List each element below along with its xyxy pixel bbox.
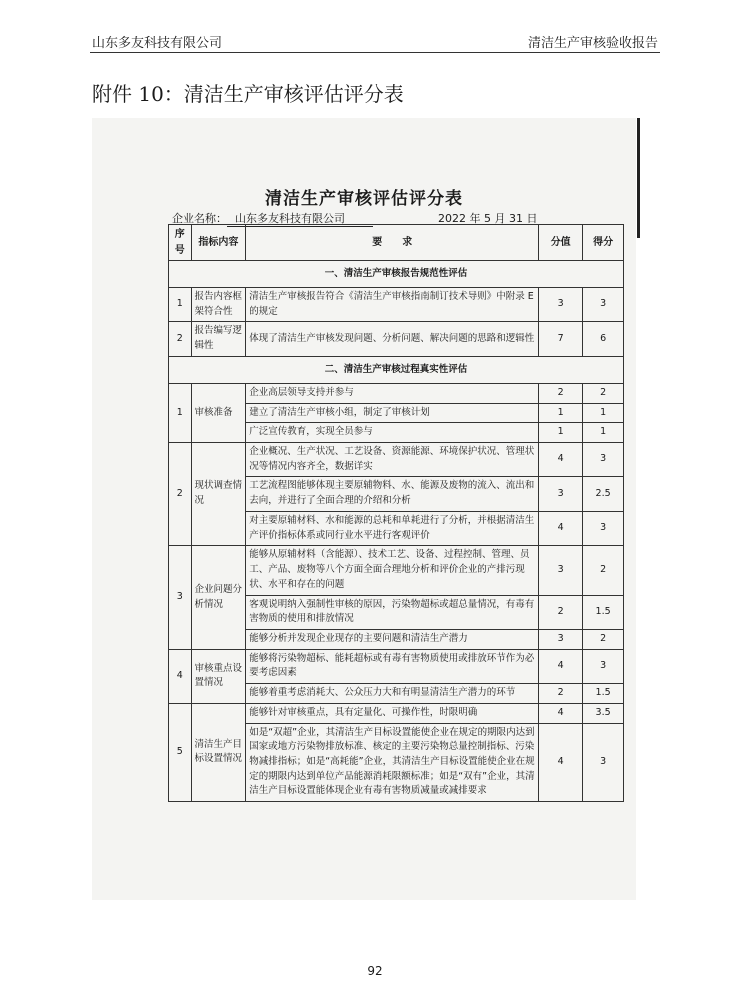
attachment-title: 附件 10：清洁生产审核评估评分表 <box>92 82 404 106</box>
row-requirement: 客观说明纳入强制性审核的原因，污染物超标或超总量情况，有毒有害物质的使用和排放情况 <box>246 595 539 629</box>
row-indicator: 现状调查情况 <box>191 443 246 546</box>
row-indicator: 审核准备 <box>191 383 246 442</box>
row-score: 1 <box>539 423 583 443</box>
col-indicator: 指标内容 <box>191 225 246 261</box>
row-score: 2 <box>539 684 583 704</box>
row-indicator: 报告编写逻辑性 <box>191 322 246 356</box>
row-requirement: 能够着重考虑消耗大、公众压力大和有明显清洁生产潜力的环节 <box>246 684 539 704</box>
row-requirement: 清洁生产审核报告符合《清洁生产审核指南制订技术导则》中附录 E 的规定 <box>246 288 539 322</box>
header-report-title: 清洁生产审核验收报告 <box>527 36 658 51</box>
row-indicator: 企业问题分析情况 <box>191 546 246 649</box>
row-no: 5 <box>169 703 192 801</box>
row-requirement: 能够针对审核重点，具有定量化、可操作性，时限明确 <box>246 703 539 723</box>
row-got: 3.5 <box>583 703 624 723</box>
row-got: 3 <box>583 649 624 683</box>
row-got: 2 <box>583 383 624 403</box>
row-score: 7 <box>539 322 583 356</box>
page-number: 92 <box>367 964 383 978</box>
row-got: 2 <box>583 629 624 649</box>
row-requirement: 企业高层领导支持并参与 <box>246 383 539 403</box>
row-got: 1 <box>583 403 624 423</box>
section-heading: 一、清洁生产审核报告规范性评估 <box>169 261 624 288</box>
score-table <box>168 224 624 802</box>
table-row <box>169 649 624 683</box>
row-score: 2 <box>539 595 583 629</box>
row-requirement: 工艺流程图能够体现主要原辅物料、水、能源及废物的流入、流出和去向，并进行了全面合理的介绍和分析 <box>246 477 539 511</box>
col-score: 分值 <box>539 225 583 261</box>
company-name: 山东多友科技有限公司 <box>227 210 373 227</box>
row-score: 4 <box>539 723 583 802</box>
row-got: 3 <box>583 511 624 545</box>
row-requirement: 体现了清洁生产审核发现问题、分析问题、解决问题的思路和逻辑性 <box>246 322 539 356</box>
row-score: 2 <box>539 383 583 403</box>
col-got: 得分 <box>583 225 624 261</box>
row-score: 4 <box>539 443 583 477</box>
row-got: 2 <box>583 546 624 595</box>
table-row <box>169 383 624 403</box>
row-got: 1.5 <box>583 684 624 704</box>
row-score: 4 <box>539 703 583 723</box>
company-label: 企业名称： <box>172 212 227 225</box>
row-requirement: 对主要原辅材料、水和能源的总耗和单耗进行了分析，并根据清洁生产评价指标体系或同行业水平进行客观评价 <box>246 511 539 545</box>
table-row <box>169 443 624 477</box>
row-no: 1 <box>169 288 192 322</box>
row-requirement: 企业概况、生产状况、工艺设备、资源能源、环境保护状况、管理状况等情况内容齐全，数据详实 <box>246 443 539 477</box>
table-row <box>169 703 624 723</box>
row-score: 3 <box>539 629 583 649</box>
row-no: 2 <box>169 322 192 356</box>
row-score: 3 <box>539 546 583 595</box>
table-header-row <box>169 225 624 261</box>
row-got: 1 <box>583 423 624 443</box>
col-no: 序号 <box>169 225 192 261</box>
row-score: 4 <box>539 511 583 545</box>
header-company: 山东多友科技有限公司 <box>92 36 223 51</box>
form-title: 清洁生产审核评估评分表 <box>265 189 463 209</box>
row-score: 1 <box>539 403 583 423</box>
row-score: 3 <box>539 288 583 322</box>
row-indicator: 报告内容框架符合性 <box>191 288 246 322</box>
row-requirement: 能够从原辅材料（含能源）、技术工艺、设备、过程控制、管理、员工、产品、废物等八个方面全面合理地分析和评价企业的产排污现状、水平和存在的问题 <box>246 546 539 595</box>
row-requirement: 能够分析并发现企业现存的主要问题和清洁生产潜力 <box>246 629 539 649</box>
row-got: 3 <box>583 443 624 477</box>
form-date: 2022 年 5 月 31 日 <box>438 212 538 225</box>
row-requirement: 建立了清洁生产审核小组，制定了审核计划 <box>246 403 539 423</box>
row-requirement: 能够将污染物超标、能耗超标或有毒有害物质使用或排放环节作为必要考虑因素 <box>246 649 539 683</box>
row-score: 3 <box>539 477 583 511</box>
row-got: 3 <box>583 723 624 802</box>
header-divider <box>90 52 660 53</box>
row-got: 3 <box>583 288 624 322</box>
table-row <box>169 322 624 356</box>
table-row <box>169 288 624 322</box>
row-requirement: 如是“双超”企业，其清洁生产目标设置能使企业在规定的期限内达到国家或地方污染物排放标准、核定的主要污染物总量控制指标、污染物减排指标；如是“高耗能”企业，其清洁生产目标设置能使企业在规定的期限内达到单位产品能源消耗限额标准；如是“双有”企业，其清洁生产目标设置能体现企业有毒有害物质减量或减排要求 <box>246 723 539 802</box>
row-no: 2 <box>169 443 192 546</box>
table-row <box>169 546 624 595</box>
section-heading: 二、清洁生产审核过程真实性评估 <box>169 356 624 383</box>
scanned-form <box>92 118 636 900</box>
scan-edge <box>637 118 640 238</box>
row-indicator: 清洁生产目标设置情况 <box>191 703 246 801</box>
row-no: 3 <box>169 546 192 649</box>
col-requirement: 要 求 <box>246 225 539 261</box>
row-no: 1 <box>169 383 192 442</box>
row-requirement: 广泛宣传教育，实现全员参与 <box>246 423 539 443</box>
row-got: 2.5 <box>583 477 624 511</box>
row-indicator: 审核重点设置情况 <box>191 649 246 703</box>
row-no: 4 <box>169 649 192 703</box>
row-score: 4 <box>539 649 583 683</box>
row-got: 6 <box>583 322 624 356</box>
row-got: 1.5 <box>583 595 624 629</box>
